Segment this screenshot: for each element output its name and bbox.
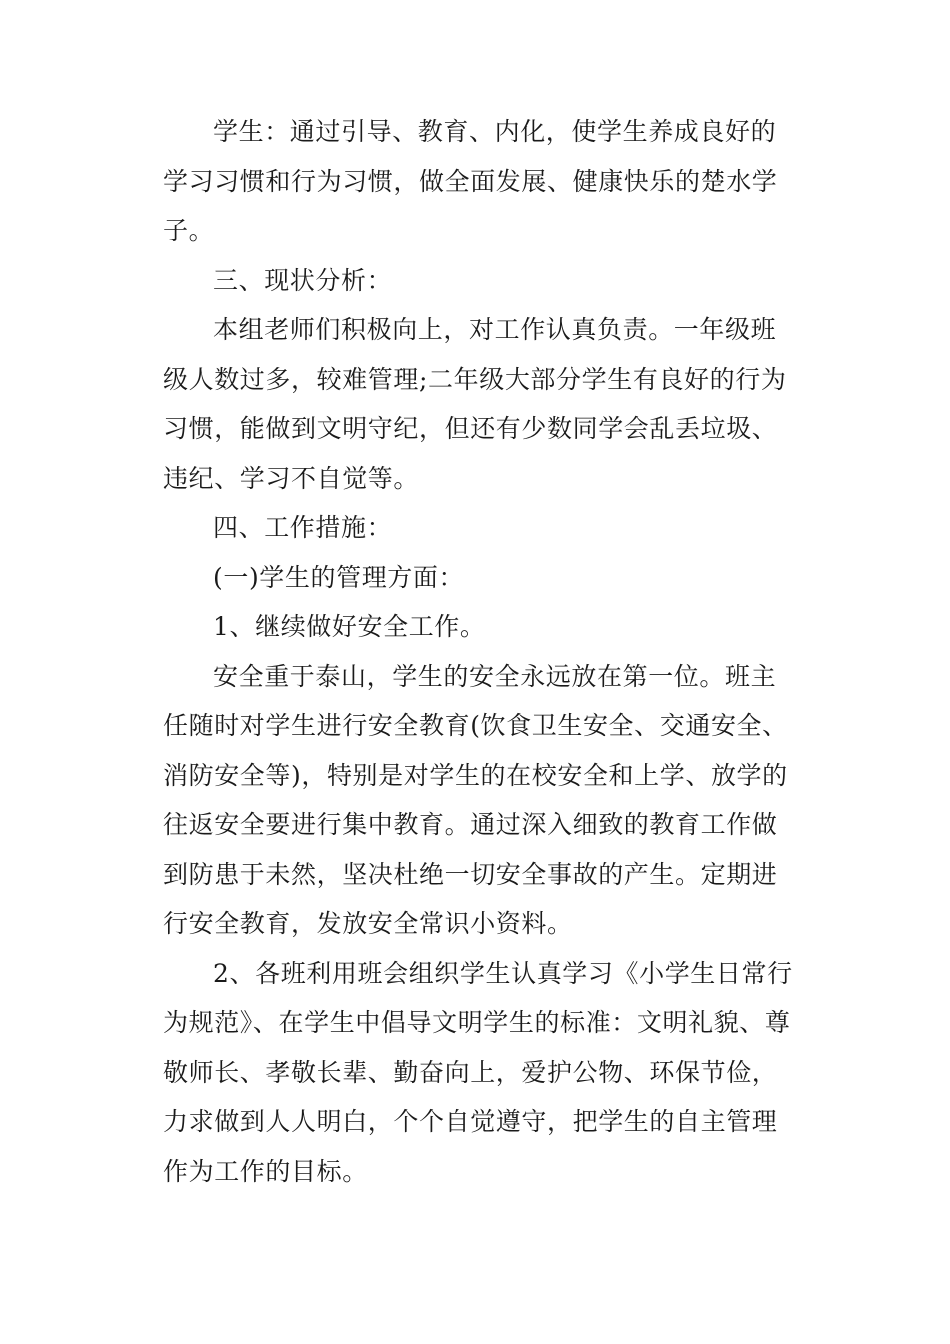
text-line: 任随时对学生进行安全教育(饮食卫生安全、交通安全、	[163, 711, 788, 740]
subheading-student-management	[163, 553, 793, 603]
document-body	[163, 107, 793, 1196]
text-line: 安全重于泰山，学生的安全永远放在第一位。班主	[213, 661, 777, 691]
text-line: 学生：通过引导、教育、内化，使学生养成良好的	[213, 117, 777, 146]
text-line: 到防患于未然，坚决杜绝一切安全事故的产生。定期进	[163, 859, 778, 889]
section-heading-work-measures	[163, 503, 793, 553]
text-line: 级人数过多，较难管理;二年级大部分学生有良好的行为	[163, 364, 787, 394]
text-line: 子。	[163, 216, 215, 245]
text-line: 违纪、学习不自觉等。	[163, 463, 420, 493]
item-1-title	[163, 602, 793, 652]
text-line: 消防安全等)，特别是对学生的在校安全和上学、放学的	[163, 760, 788, 790]
paragraph-item-2	[163, 949, 793, 1197]
text-line: 力求做到人人明白，个个自觉遵守，把学生的自主管理	[163, 1107, 778, 1136]
item-title-text: 1、继续做好安全工作。	[213, 612, 486, 641]
paragraph-students-goal	[163, 107, 793, 256]
heading-text: 四、工作措施：	[213, 513, 393, 542]
text-line: 学习习惯和行为习惯，做全面发展、健康快乐的楚水学	[163, 166, 778, 196]
text-line: 习惯，能做到文明守纪，但还有少数同学会乱丢垃圾、	[163, 414, 778, 443]
heading-text: 三、现状分析：	[213, 265, 393, 295]
text-line: 往返安全要进行集中教育。通过深入细致的教育工作做	[163, 810, 778, 839]
text-line: 作为工作的目标。	[163, 1156, 368, 1186]
text-line: 为规范》、在学生中倡导文明学生的标准：文明礼貌、尊	[163, 1008, 791, 1037]
text-line: 2、各班利用班会组织学生认真学习《小学生日常行	[213, 958, 793, 988]
section-heading-status-analysis	[163, 256, 793, 306]
subheading-text: (一)学生的管理方面：	[213, 562, 465, 592]
paragraph-safety-education	[163, 652, 793, 949]
text-line: 行安全教育，发放安全常识小资料。	[163, 909, 573, 938]
paragraph-status-analysis	[163, 305, 793, 503]
text-line: 敬师长、孝敬长辈、勤奋向上，爱护公物、环保节俭，	[163, 1057, 778, 1087]
text-line: 本组老师们积极向上，对工作认真负责。一年级班	[213, 315, 777, 344]
